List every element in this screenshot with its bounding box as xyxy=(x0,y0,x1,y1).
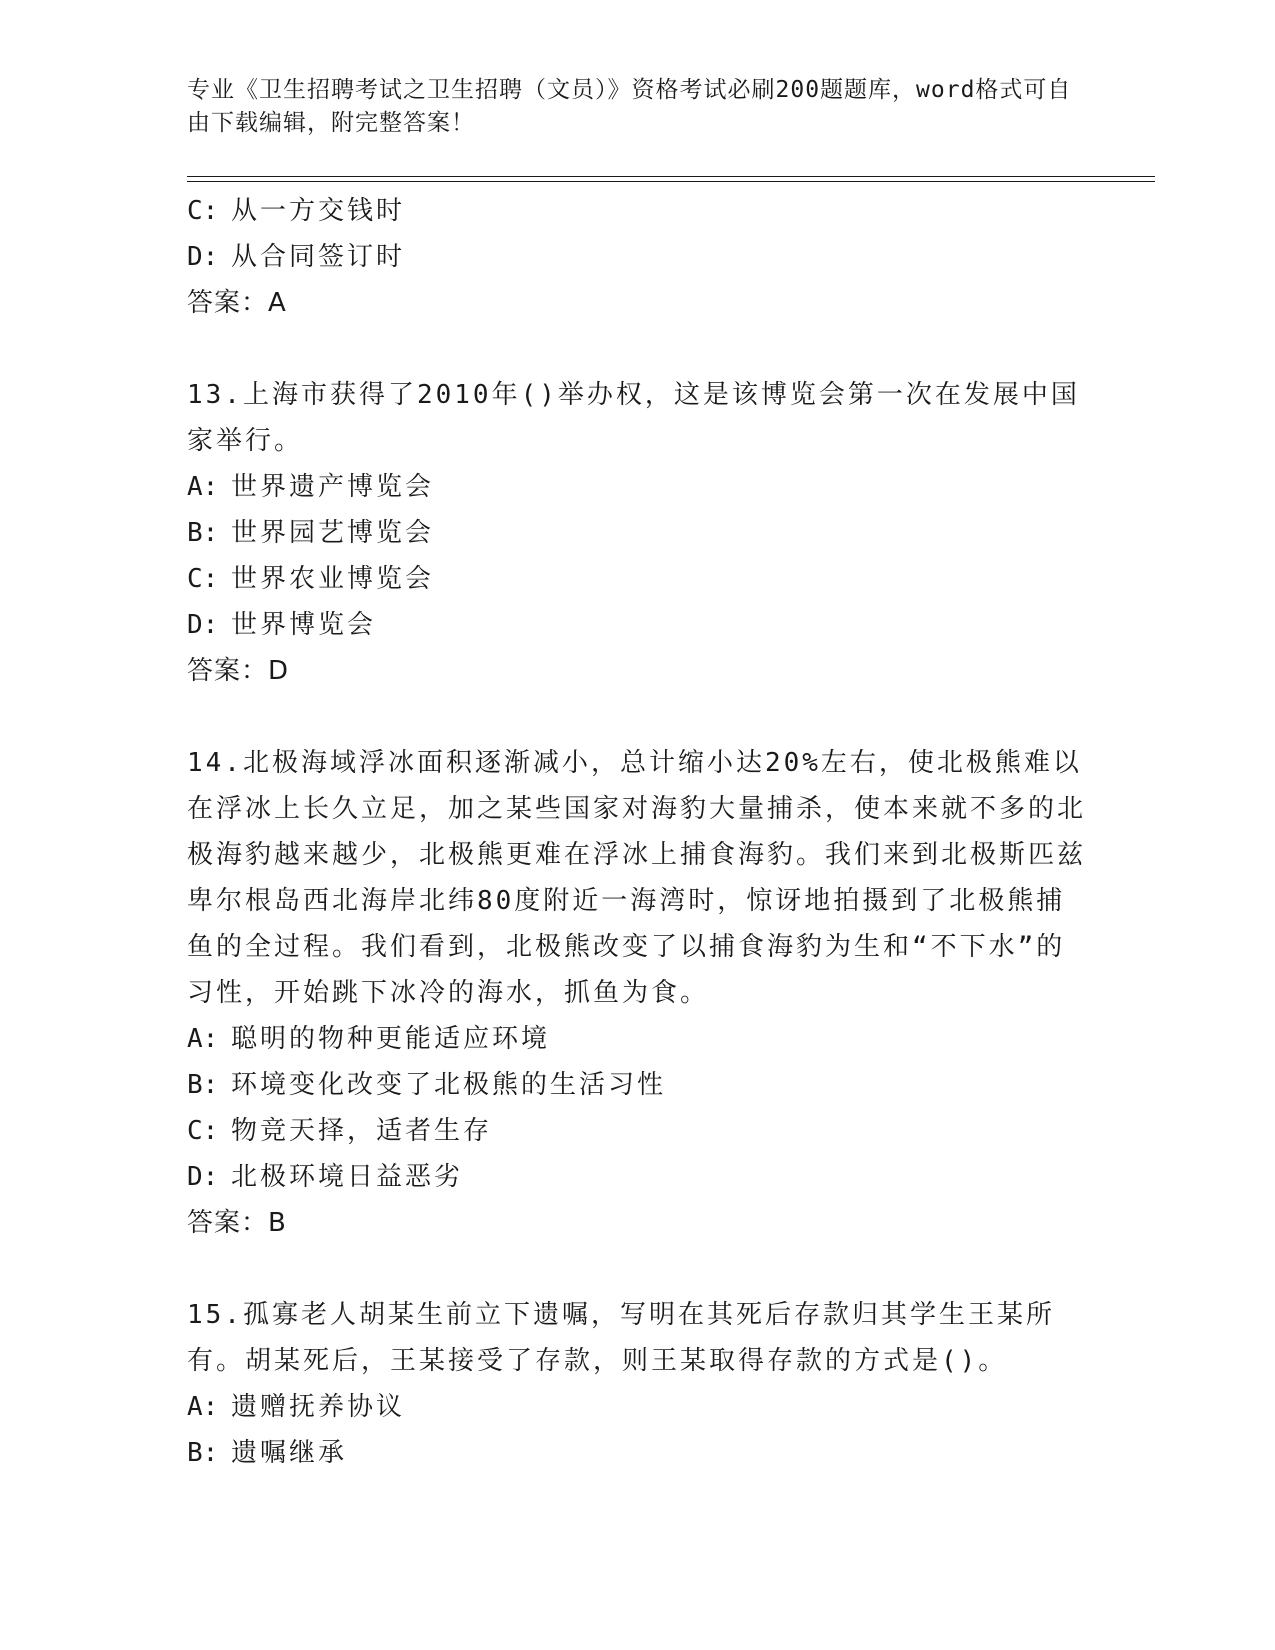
option-label: D: xyxy=(187,610,219,640)
option-text: 从合同签订时 xyxy=(231,242,406,272)
option-c xyxy=(187,1108,1087,1154)
option-label: B: xyxy=(187,1070,219,1100)
question-text: 14.北极海域浮冰面积逐渐减小，总计缩小达20%左右，使北极熊难以在浮冰上长久立足，加之某些国家对海豹大量捕杀，使本来就不多的北极海豹越来越少，北极熊更难在浮冰上捕食海豹。我们来到北极斯匹兹卑尔根岛西北海岸北纬80度附近一海湾时，惊讶地拍摄到了北极熊捕鱼的全过程。我们看到，北极熊改变了以捕食海豹为生和“不下水”的习性，开始跳下冰冷的海水，抓鱼为食。 xyxy=(187,748,1087,1008)
option-text: 环境变化改变了北极熊的生活习性 xyxy=(231,1070,667,1100)
option-c xyxy=(187,556,1087,602)
option-a xyxy=(187,1384,1087,1430)
spacer xyxy=(187,326,1087,372)
option-b xyxy=(187,1062,1087,1108)
option-a xyxy=(187,464,1087,510)
answer-line: 答案：B xyxy=(187,1208,287,1238)
option-d xyxy=(187,1154,1087,1200)
option-text: 从一方交钱时 xyxy=(231,196,406,226)
option-c xyxy=(187,188,1087,234)
spacer xyxy=(187,694,1087,740)
option-b xyxy=(187,1430,1087,1476)
option-text: 世界博览会 xyxy=(231,610,377,640)
question-15 xyxy=(187,1292,1087,1476)
option-label: D: xyxy=(187,1162,219,1192)
option-label: C: xyxy=(187,196,219,226)
prev-question-block xyxy=(187,188,1087,326)
spacer xyxy=(187,1246,1087,1292)
option-b xyxy=(187,510,1087,556)
option-label: A: xyxy=(187,472,219,502)
header-divider-top xyxy=(187,176,1155,177)
question-content xyxy=(187,188,1087,1476)
option-label: B: xyxy=(187,518,219,548)
option-d xyxy=(187,234,1087,280)
header-divider-bottom xyxy=(187,181,1155,182)
option-label: C: xyxy=(187,1116,219,1146)
option-label: A: xyxy=(187,1392,219,1422)
option-d xyxy=(187,602,1087,648)
option-text: 世界农业博览会 xyxy=(231,564,435,594)
option-text: 世界遗产博览会 xyxy=(231,472,435,502)
option-text: 世界园艺博览会 xyxy=(231,518,435,548)
option-text: 北极环境日益恶劣 xyxy=(231,1162,464,1192)
question-13 xyxy=(187,372,1087,694)
option-a xyxy=(187,1016,1087,1062)
question-text: 15.孤寡老人胡某生前立下遗嘱，写明在其死后存款归其学生王某所有。胡某死后，王某接受了存款，则王某取得存款的方式是()。 xyxy=(187,1300,1055,1376)
option-text: 聪明的物种更能适应环境 xyxy=(231,1024,551,1054)
question-text: 13.上海市获得了2010年()举办权，这是该博览会第一次在发展中国家举行。 xyxy=(187,380,1080,456)
option-label: B: xyxy=(187,1438,219,1468)
option-label: A: xyxy=(187,1024,219,1054)
option-label: C: xyxy=(187,564,219,594)
option-text: 遗嘱继承 xyxy=(231,1438,348,1468)
option-text: 遗赠抚养协议 xyxy=(231,1392,406,1422)
answer-line: 答案：A xyxy=(187,288,287,318)
header-title: 专业《卫生招聘考试之卫生招聘（文员）》资格考试必刷200题题库，word格式可自由下载编辑，附完整答案！ xyxy=(187,77,1072,136)
option-label: D: xyxy=(187,242,219,272)
question-14 xyxy=(187,740,1087,1246)
document-header xyxy=(187,74,1087,140)
answer-line: 答案：D xyxy=(187,656,290,686)
option-text: 物竞天择，适者生存 xyxy=(231,1116,493,1146)
